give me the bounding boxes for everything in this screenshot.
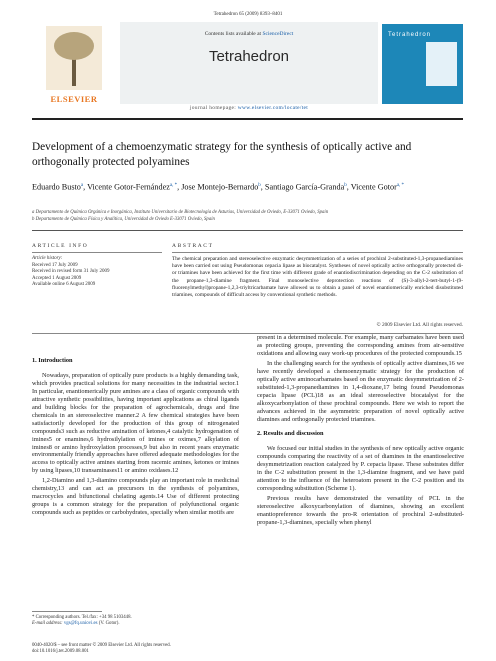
article-history (32, 256, 162, 289)
cover-title: Tetrahedron (388, 32, 432, 38)
journal-cover-thumbnail (382, 24, 463, 104)
email-label: E-mail address: (32, 621, 64, 627)
corresponding-authors: * Corresponding authors. Tel./fax: +34 98 5103448. (32, 615, 132, 620)
author-affiliation-marker[interactable]: b (344, 183, 347, 188)
email-suffix: (V. Gotor). (97, 621, 120, 627)
abstract-heading: ABSTRACT (172, 243, 214, 249)
history-revised: Received in revised form 31 July 2009 (32, 269, 110, 275)
title-rule (32, 230, 463, 231)
history-received: Received 17 July 2009 (32, 262, 78, 268)
publication-meta (32, 643, 252, 656)
author-affiliation-marker[interactable]: b (258, 183, 261, 188)
affiliation-a: a Departamento de Química Orgánica e Inorgánica, Instituto Universitario de Biotecnología de Asturias, Universidad de Oviedo, E-33071 Oviedo, Spain (32, 210, 329, 215)
history-online: Available online 6 August 2009 (32, 282, 96, 288)
sciencedirect-link[interactable]: ScienceDirect (262, 31, 294, 37)
elsevier-logo (32, 24, 116, 114)
footnote-rule (32, 611, 102, 612)
body-left-column (32, 357, 239, 519)
contents-prefix: Contents lists available at (204, 31, 263, 37)
author-affiliation-marker[interactable]: a (80, 183, 84, 188)
publisher-name: ELSEVIER (50, 94, 98, 104)
email-link[interactable]: vgs@fq.uniovi.es (63, 621, 98, 627)
journal-title: Tetrahedron (208, 48, 290, 65)
author-name: Santiago García-Granda (264, 182, 345, 192)
intro-paragraph-1: Nowadays, preparation of optically pure products is a highly demanding task, which provides practical solutions for many necessities in the industrial sector.1 In particular, enantiomerically pure amines are a class of organic compounds with attractive synthetic possibilities, having important applications as chiral ligands and building blocks for the preparation of agrochemicals, drugs and fine chemicals in an stereoselective manner.2 A few chemical strategies have been satisfactorily developed for the production of this group of nitrogenated compounds3 such as reductive amination of ketones,4 catalytic hydrogenation of imines5 or enamines,6 hydrosilylation of imines or oximes,7 alkylation of imines8 or amino hydroxylation processes,9 but also in recent years enzymatic environmentally friendly approaches have offered adequate methodologies for the access to optically active amines starting from racemic amines, ketones or imines by using lipases,10 transaminases11 or amino oxidases.12 (32, 371, 239, 475)
right-paragraph-3: We focused our initial studies in the synthesis of new optically active organic compounds comparing the reactivity of a set of diamines in the enantioselective desymmetrization reaction catalyzed by P. cepacia lipase. These substrates differ in the C-2 substitution present in the 1,3-diamine fragment, and we have paid attention to the influence of the heteroatom present in the C-2 position and its corresponding substitution (Scheme 1). (257, 445, 464, 493)
author-name: Vicente Gotor (350, 182, 397, 192)
cover-panel (426, 42, 457, 86)
elsevier-tree-icon (46, 26, 102, 90)
abstract-copyright: © 2009 Elsevier Ltd. All rights reserved. (376, 322, 463, 328)
author-name: Vicente Gotor-Fernández (87, 182, 170, 192)
homepage-link[interactable]: www.elsevier.com/locate/tet (237, 105, 309, 111)
doi-line[interactable]: doi:10.1016/j.tet.2009.08.001 (32, 649, 89, 655)
article-title: Development of a chemoenzymatic strategy for the synthesis of optically active and orthogonally protected polyamines (32, 141, 412, 168)
author-affiliation-marker[interactable]: a, * (396, 183, 405, 188)
author-list: Eduardo Busto$^a$, Vicente Gotor-Fernández$^{a, *}$, Jose Montejo-Bernardo$^b$, Santiago García-Granda$^b$, Vicente Gotor$^{a, *}$ (32, 182, 405, 192)
footnote (32, 615, 252, 628)
author-affiliation-marker[interactable]: a, * (169, 183, 178, 188)
right-paragraph-4: Previous results have demonstrated the versatility of PCL in the stereoselective alkoxycarbonylation of diamines, showing an excellent enantiopreference towards the pro-R orientation of prochiral 2-substituted-propane-1,3-diamines, specially when phenyl (257, 495, 464, 527)
issn-line: 0040-4020/$ – see front matter © 2009 Elsevier Ltd. All rights reserved. (32, 643, 171, 648)
abstract-text: The chemical preparation and stereoselective enzymatic desymmetrization of a series of prochiral 2-substituted-1,3-propanediamines have been carried out using Pseudomonas cepacia lipase as biocatalyst. Syntheses of novel optically active orthogonally protected di- or triamines have been achieved for the first time with different grade of enantiodiscrimination depending on the C-2 substitution of the propane-1,3-diamine fragment. Final monoselective deprotection reactions of (S)-3-allyl-2-tert-butyl-1-(9-fluorenylmethyl)propane-1,2,3-triyltricarbamate have allowed us to obtain a panel of novel enantiomerically enriched disubstituted triamines, compounds of difficult access by conventional synthetic methods. (172, 256, 463, 299)
history-accepted: Accepted 1 August 2009 (32, 275, 82, 281)
section-heading-results: 2. Results and discussion (257, 430, 324, 438)
article-info-heading: ARTICLE INFO (32, 243, 89, 249)
abstract-rule (172, 252, 463, 253)
affiliation-b: b Departamento de Química Física y Analítica, Universidad de Oviedo E-33071 Oviedo, Spain (32, 217, 215, 222)
journal-homepage (120, 105, 378, 111)
running-header: Tetrahedron 65 (2009) 8393–8401 (213, 12, 283, 17)
body-right-column (257, 334, 464, 529)
header-rule (32, 118, 463, 120)
author-name: Jose Montejo-Bernardo (181, 182, 259, 192)
right-paragraph-1: present in a determined molecule. For example, many carbamates have been used as protecting groups, preventing the corresponding amines from air-sensitive oxidations and allowing easy work-up procedures of the protected compounds.15 (257, 334, 464, 357)
email-line (32, 621, 252, 627)
right-paragraph-2: In the challenging search for the synthesis of optically active diamines,16 we have recently developed a chemoenzymatic strategy for the production of optically active aminocarbamates based on the enzymatic desymmetrization of 2-substituted-1,3-propanediamines in 1,4-dioxane,17 being found Pseudomonas cepacia lipase (PCL)18 as an ideal stereoselective biocatalyst for the alkoxycarbonylation of these prochiral compounds. Here we wish to report the advances achieved in the asymmetric preparation of novel optically active diamines and orthogonally protected triamines. (257, 359, 464, 423)
intro-paragraph-2: 1,2-Diamino and 1,3-diamino compounds play an important role in medicinal chemistry,13 and can act as precursors in the synthesis of polyamines, macrocycles and bifunctional chelating agents.14 Use of different protecting groups is a common strategy for the preparation of polyfunctional organic compounds such as peptides or carbohydrates, specially when similar motifs are (32, 477, 239, 517)
info-rule (32, 252, 162, 253)
section-heading-introduction: 1. Introduction (32, 357, 73, 364)
homepage-prefix: journal homepage: (189, 105, 238, 111)
contents-line (120, 31, 378, 37)
history-label: Article history: (32, 256, 63, 261)
author-name: Eduardo Busto (32, 182, 81, 192)
